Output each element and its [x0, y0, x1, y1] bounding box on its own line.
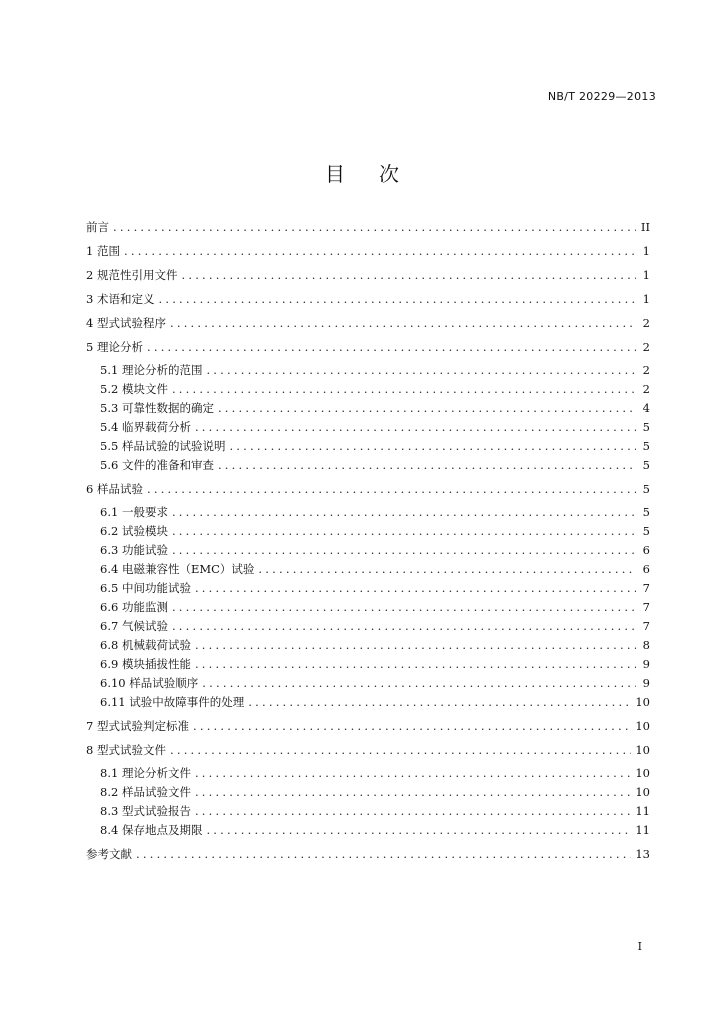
- toc-leader: [229, 437, 636, 455]
- toc-page: 5: [642, 420, 650, 434]
- toc-entry-1[interactable]: [86, 242, 650, 260]
- toc-label: 5.2 模块文件: [100, 382, 168, 396]
- toc-page: 13: [635, 847, 650, 861]
- toc-leader: [172, 541, 636, 559]
- toc-label: 6.7 气候试验: [100, 619, 168, 633]
- toc-leader: [206, 821, 631, 839]
- toc-entry-6-3[interactable]: [100, 541, 650, 559]
- toc-label: 6.9 模块插拔性能: [100, 657, 191, 671]
- toc-leader: [113, 218, 636, 236]
- toc-leader: [172, 598, 636, 616]
- toc-leader: [136, 845, 631, 863]
- toc-page: 10: [635, 785, 650, 799]
- toc-leader: [172, 617, 636, 635]
- toc-entry-references[interactable]: [86, 845, 650, 863]
- title-char-1: 目: [325, 162, 345, 186]
- toc-leader: [172, 380, 636, 398]
- toc-label: 6.3 功能试验: [100, 543, 168, 557]
- toc-leader: [195, 636, 636, 654]
- toc-label: 参考文献: [86, 847, 132, 861]
- toc-entry-3[interactable]: [86, 290, 650, 308]
- toc-page: 6: [642, 562, 650, 576]
- toc-page: 5: [642, 482, 650, 496]
- toc-entry-6-5[interactable]: [100, 579, 650, 597]
- toc-leader: [170, 314, 636, 332]
- toc-leader: [202, 674, 636, 692]
- toc-entry-6-1[interactable]: [100, 503, 650, 521]
- toc-leader: [172, 503, 636, 521]
- toc-entry-4[interactable]: [86, 314, 650, 332]
- toc-page: 5: [642, 458, 650, 472]
- toc-page: 10: [635, 743, 650, 757]
- toc-label: 1 范围: [86, 244, 120, 258]
- toc-entry-6-11[interactable]: [100, 693, 650, 711]
- toc-entry-8[interactable]: [86, 741, 650, 759]
- toc-leader: [147, 338, 636, 356]
- toc-leader: [195, 418, 636, 436]
- toc-label: 6.5 中间功能试验: [100, 581, 191, 595]
- toc-entry-6-8[interactable]: [100, 636, 650, 654]
- toc-entry-5-6[interactable]: [100, 456, 650, 474]
- toc-entry-5-3[interactable]: [100, 399, 650, 417]
- toc-page: 10: [635, 695, 650, 709]
- toc-entry-2[interactable]: [86, 266, 650, 284]
- toc-leader: [172, 522, 636, 540]
- toc-leader: [206, 361, 636, 379]
- toc-label: 8.3 型式试验报告: [100, 804, 191, 818]
- toc-label: 6.4 电磁兼容性（EMC）试验: [100, 562, 255, 576]
- toc-leader: [181, 266, 636, 284]
- toc-leader: [170, 741, 631, 759]
- toc-label: 6.6 功能监测: [100, 600, 168, 614]
- toc-leader: [195, 764, 631, 782]
- toc-page: 4: [642, 401, 650, 415]
- toc-page: 1: [642, 268, 650, 282]
- toc-page: 1: [642, 292, 650, 306]
- toc-entry-6-10[interactable]: [100, 674, 650, 692]
- toc-entry-7[interactable]: [86, 717, 650, 735]
- toc-page: 5: [642, 505, 650, 519]
- toc-label: 6.2 试验模块: [100, 524, 168, 538]
- toc-label: 5.4 临界载荷分析: [100, 420, 191, 434]
- toc-leader: [195, 783, 631, 801]
- toc-label: 5.6 文件的准备和审查: [100, 458, 214, 472]
- toc-entry-6[interactable]: [86, 480, 650, 498]
- toc-label: 5.3 可靠性数据的确定: [100, 401, 214, 415]
- standard-number: NB/T 20229—2013: [547, 90, 656, 103]
- toc-label: 6.1 一般要求: [100, 505, 168, 519]
- toc-label: 2 规范性引用文件: [86, 268, 178, 282]
- toc-label: 6.11 试验中故障事件的处理: [100, 695, 245, 709]
- toc-label: 4 型式试验程序: [86, 316, 166, 330]
- toc-label: 8 型式试验文件: [86, 743, 166, 757]
- toc-label: 3 术语和定义: [86, 292, 155, 306]
- toc-label: 6 样品试验: [86, 482, 143, 496]
- toc-leader: [158, 290, 636, 308]
- toc-leader: [258, 560, 636, 578]
- toc-page: 11: [635, 823, 650, 837]
- toc-entry-6-2[interactable]: [100, 522, 650, 540]
- toc-label: 前言: [86, 220, 109, 234]
- toc-entry-5-5[interactable]: [100, 437, 650, 455]
- toc-page: 7: [642, 581, 650, 595]
- toc-leader: [218, 456, 636, 474]
- toc-leader: [195, 655, 636, 673]
- toc-entry-foreword[interactable]: [86, 218, 650, 236]
- toc-page: 9: [642, 657, 650, 671]
- toc-entry-8-4[interactable]: [100, 821, 650, 839]
- page-title: [0, 158, 724, 187]
- toc-entry-8-1[interactable]: [100, 764, 650, 782]
- toc-entry-6-7[interactable]: [100, 617, 650, 635]
- toc-page: 10: [635, 719, 650, 733]
- toc-page: 5: [642, 524, 650, 538]
- toc-label: 5.1 理论分析的范围: [100, 363, 203, 377]
- toc-label: 8.2 样品试验文件: [100, 785, 191, 799]
- toc-entry-5-4[interactable]: [100, 418, 650, 436]
- title-char-2: 次: [379, 162, 399, 186]
- page-number: I: [637, 940, 642, 953]
- toc-label: 5 理论分析: [86, 340, 143, 354]
- toc-label: 5.5 样品试验的试验说明: [100, 439, 226, 453]
- toc-page: 9: [642, 676, 650, 690]
- toc-page: 2: [642, 382, 650, 396]
- toc-label: 8.4 保存地点及期限: [100, 823, 203, 837]
- toc-label: 7 型式试验判定标准: [86, 719, 189, 733]
- toc-entry-8-2[interactable]: [100, 783, 650, 801]
- toc-page: 2: [642, 363, 650, 377]
- toc-entry-5-1[interactable]: [100, 361, 650, 379]
- toc-entry-6-4[interactable]: [100, 560, 650, 578]
- toc-page: 2: [642, 316, 650, 330]
- toc-page: 1: [642, 244, 650, 258]
- toc-page: 7: [642, 619, 650, 633]
- toc-entry-5[interactable]: [86, 338, 650, 356]
- toc-page: 5: [642, 439, 650, 453]
- toc-leader: [195, 802, 631, 820]
- toc-entry-8-3[interactable]: [100, 802, 650, 820]
- toc-leader: [124, 242, 636, 260]
- toc-page: II: [640, 220, 650, 234]
- toc-entry-6-6[interactable]: [100, 598, 650, 616]
- toc-page: 2: [642, 340, 650, 354]
- toc-page: 10: [635, 766, 650, 780]
- toc-label: 6.10 样品试验顺序: [100, 676, 199, 690]
- toc-label: 6.8 机械载荷试验: [100, 638, 191, 652]
- toc-label: 8.1 理论分析文件: [100, 766, 191, 780]
- toc-leader: [195, 579, 636, 597]
- toc-leader: [218, 399, 636, 417]
- toc-page: 8: [642, 638, 650, 652]
- toc-leader: [147, 480, 636, 498]
- toc-entry-5-2[interactable]: [100, 380, 650, 398]
- toc-page: 6: [642, 543, 650, 557]
- toc-leader: [248, 693, 631, 711]
- toc-entry-6-9[interactable]: [100, 655, 650, 673]
- toc-page: 11: [635, 804, 650, 818]
- toc-page: 7: [642, 600, 650, 614]
- toc-leader: [193, 717, 631, 735]
